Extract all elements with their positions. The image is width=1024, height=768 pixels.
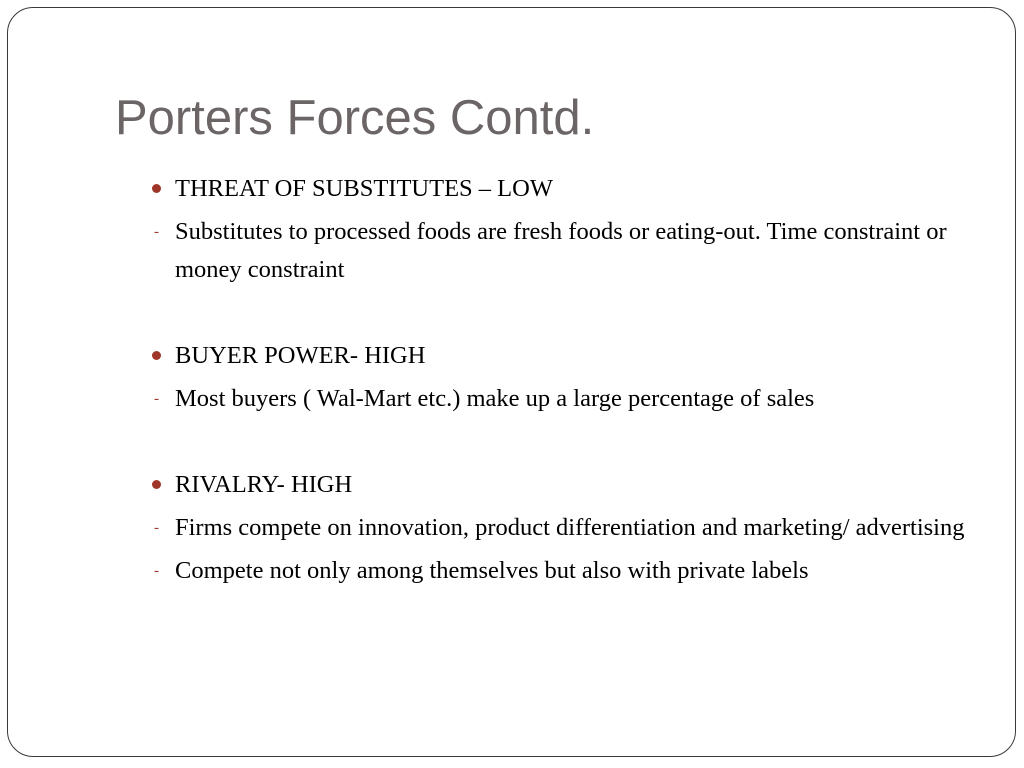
dash-marker: -: [154, 391, 159, 407]
sub-point-text: Firms compete on innovation, product differentiation and marketing/ advertising: [175, 514, 965, 541]
sub-point-substitutes: [148, 213, 978, 289]
dash-marker: -: [154, 224, 159, 240]
sub-point-text: Substitutes to processed foods are fresh foods or eating-out. Time constraint or money constraint: [175, 218, 947, 283]
bullet-text: RIVALRY- HIGH: [175, 471, 353, 498]
sub-point-text: Most buyers ( Wal-Mart etc.) make up a large percentage of sales: [175, 385, 815, 412]
bullet-rivalry: [148, 466, 978, 504]
sub-point-private-labels: [148, 552, 978, 590]
slide-content: [148, 170, 978, 595]
dash-marker: -: [154, 520, 159, 536]
sub-point-firms-compete: [148, 509, 978, 547]
bullet-text: THREAT OF SUBSTITUTES – LOW: [175, 175, 553, 202]
sub-point-text: Compete not only among themselves but also with private labels: [175, 557, 809, 584]
slide-frame: [7, 7, 1016, 757]
bullet-dot-icon: [152, 351, 161, 360]
sub-point-buyers: [148, 380, 978, 418]
slide-title: Porters Forces Contd.: [115, 91, 595, 145]
bullet-dot-icon: [152, 184, 161, 193]
bullet-threat-of-substitutes: [148, 170, 978, 208]
bullet-dot-icon: [152, 480, 161, 489]
dash-marker: -: [154, 563, 159, 579]
bullet-text: BUYER POWER- HIGH: [175, 342, 426, 369]
bullet-buyer-power: [148, 337, 978, 375]
